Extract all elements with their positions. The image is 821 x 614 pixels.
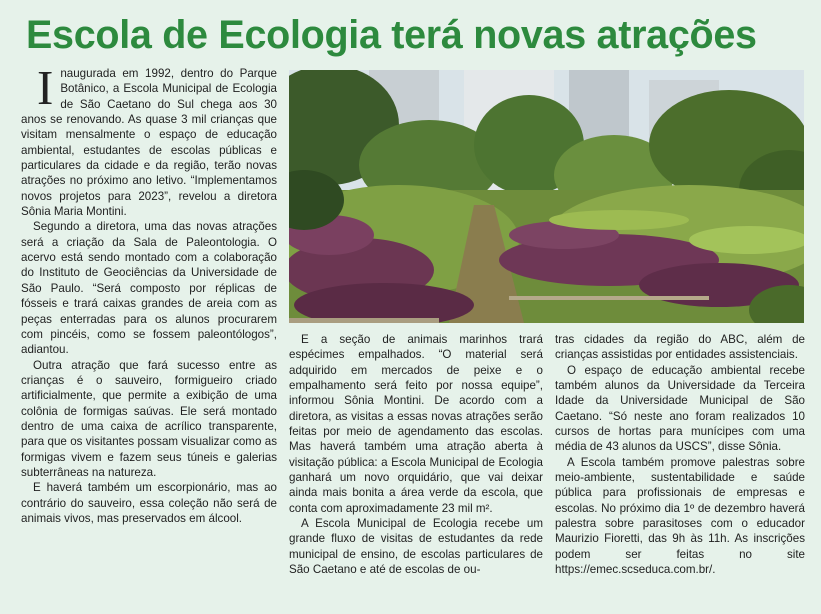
article-paragraph (21, 60, 277, 219)
drop-cap: I (37, 60, 54, 115)
article-paragraph: Outra atração que fará sucesso entre as crianças é o sauveiro, formigueiro criado artificialmente, que permite a exibição de uma colônia de formigas saúvas. Ele será montado dentro de uma caixa de acrílico transparente, para que os visitantes possam visualizar como as formigas vivem e fazem seus túneis e galerias subterrâneas na natureza. (21, 358, 277, 479)
article-headline: Escola de Ecologia terá novas atrações (26, 13, 757, 57)
paragraph-text: naugurada em 1992, dentro do Parque Botânico, a Escola Municipal de Ecologia de São Caetano do Sul chega aos 30 anos se renovando. As quase 3 mil crianças que visitam mensalmente o espaço de educação ambiental, estudantes de escolas públicas e particulares da cidade e da região, terão novas atrações no próximo ano letivo. “Implementamos novos projetos para 2023”, revelou a diretora Sônia Maria Montini. (21, 67, 277, 219)
article-paragraph: Segundo a diretora, uma das novas atrações será a criação da Sala de Paleontologia. O acervo está sendo montado com a colaboração do Instituto de Geociências da Universidade de São Paulo. “Será composto por réplicas de fósseis e trará caixas grandes de areia com as peças enterradas para os alunos procurarem com pincéis, como se fossem paleontólogos”, adiantou. (21, 220, 277, 357)
article-paragraph: A Escola também promove palestras sobre meio-ambiente, sustentabilidade e saúde pública para profissionais de empresas e escolas. No próximo dia 1º de dezembro haverá palestra sobre parasitoses com o educador Maurizio Fioretti, das 9h às 11h. As inscrições podem ser feitas no site https://emec.scseduca.com.br/. (555, 455, 805, 577)
article-paragraph: E haverá também um escorpionário, mas ao contrário do sauveiro, essa coleção não será de animais vivos, mas preservados em álcool. (21, 481, 277, 525)
article-paragraph: A Escola Municipal de Ecologia recebe um grande fluxo de visitas de estudantes da rede municipal de ensino, de escolas particulares de São Caetano e até de escolas de ou- (289, 517, 543, 577)
article-column-3 (555, 332, 805, 578)
article-paragraph: O espaço de educação ambiental recebe também alunos da Universidade da Terceira Idade da Universidade Municipal de São Caetano. “Só neste ano foram realizados 10 cursos de hortas para munícipes com uma média de 43 alunos da USCS”, disse Sônia. (555, 363, 805, 454)
article-paragraph: E a seção de animais marinhos trará espécimes empalhados. “O material será adquirido em mercados de peixe e o empalhamento será feito por nossa equipe”, informou Sônia Montini. De acordo com a diretora, as visitas a essas novas atrações serão feitas por meio de agendamento das escolas. Mas haverá também uma atração aberta à visitação pública: a Escola Municipal de Ecologia ganhará um novo orquidário, que vai deixar ainda mais bonita a área verde da escola, que conta com aproximadamente 23 mil m². (289, 333, 543, 515)
article-column-2 (289, 332, 543, 578)
article-column-1 (21, 60, 277, 526)
garden-photo (289, 70, 804, 323)
article-paragraph: tras cidades da região do ABC, além de crianças assistidas por entidades assistenciais. (555, 333, 805, 362)
